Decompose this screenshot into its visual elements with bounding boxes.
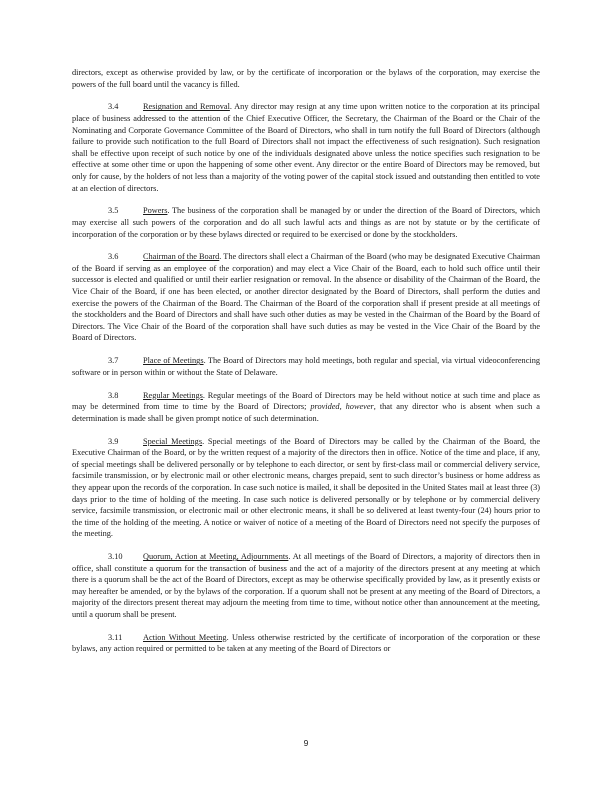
section-body: . Special meetings of the Board of Directors may be called by the Chairman of the Board, the Executive Chairman of the Board, or by the written request of a majority of the directors then in office. Notice of the time and place, if any, of special meetings shall be delivered personally or by telephone to each director, or sent by first-class mail or commercial delivery service, facsimile transmission, or by electronic mail or other electronic means, charges prepaid, sent to such director’s business or home address as they appear upon the records of the corporation. In case such notice is mailed, it shall be deposited in the United States mail at least three (3) days prior to the time of holding of the meeting. In case such notice is delivered personally or by telephone or by commercial delivery service, facsimile transmission, or electronic mail or other electronic means, it shall be so delivered at least twenty-four (24) hours prior to the time of the holding of the meeting. A notice or waiver of notice of a meeting of the Board of Directors need not specify the purposes of the meeting.: [72, 436, 540, 539]
section-3-4: [72, 101, 540, 194]
page-number: 9: [303, 738, 309, 748]
section-3-6: [72, 251, 540, 344]
section-3-10: [72, 551, 540, 621]
section-body: . The Board of Directors may hold meetings, both regular and special, via virtual videoconferencing software or in person within or without the State of Delaware.: [72, 356, 540, 377]
section-body: . Regular meetings of the Board of Directors may be held without notice at such time and place as may be determined from time to time by the Board of Directors;: [72, 390, 541, 412]
section-3-11: [72, 632, 540, 655]
section-heading: Place of Meetings: [143, 356, 204, 366]
section-heading: Regular Meetings: [143, 390, 203, 400]
section-heading: Chairman of the Board: [143, 252, 220, 262]
section-3-7: [72, 355, 540, 378]
section-body: . The business of the corporation shall be managed by or under the direction of the Board of Directors, which may exercise all such powers of the corporation and do all such lawful acts and things as are not by statute or by the certificate of incorporation of the corporation or by these bylaws directed or required to be exercised or done by the stockholders.: [72, 206, 540, 239]
section-number: 3.4: [108, 102, 119, 112]
section-body: . The directors shall elect a Chairman of the Board (who may be designated Executive Chairman of the Board if serving as an employee of the corporation) and may elect a Vice Chair of the Board, each to hold such office until their successor is elected and qualified or until their earlier resignation or removal. In the absence or disability of the Chairman of the Board, the Vice Chair of the Board, if one has been elected, or another director designated by the Board of Directors, shall perform the duties and exercise the powers of the Chairman of the Board. The Chairman of the Board of the corporation shall if present preside at all meetings of the stockholders and the Board of Directors and shall have such other duties as may be vested in the Chairman of the Board by the Board of Directors. The Vice Chair of the Board of the corporation shall have such duties as may be vested in the Vice Chair of the Board by the Board of Directors.: [72, 252, 540, 343]
section-heading: Action Without Meeting: [143, 632, 227, 642]
section-number: 3.11: [108, 632, 123, 642]
section-3-5: [72, 205, 540, 240]
intro-paragraph: directors, except as otherwise provided by law, or by the certificate of incorporation or the bylaws of the corporation, may exercise the powers of the full board until the vacancy is filled.: [72, 68, 540, 89]
section-body: . Any director may resign at any time upon written notice to the corporation at its principal place of business addressed to the attention of the Chief Executive Officer, the Secretary, the Chairman of the Board or the Chair of the Nominating and Corporate Governance Committee of the Board of Directors, who shall in turn notify the full Board of Directors (although failure to provide such notification to the full Board of Directors shall not impact the effectiveness of such resignation). Such resignation shall be effective upon receipt of such notice by one of the individuals designated above unless the notice specifies such resignation to be effective at some other time or upon the happening of some other event. Any director or the entire Board of Directors may be removed, but only for cause, by the holders of not less than a majority of the voting power of the capital stock issued and outstanding then entitled to vote at an election of directors.: [72, 102, 540, 193]
section-number: 3.6: [108, 252, 119, 262]
section-heading: Special Meetings: [143, 436, 203, 446]
section-number: 3.5: [108, 206, 119, 216]
section-heading: Powers: [143, 206, 168, 216]
section-number: 3.8: [108, 390, 119, 400]
section-3-9: [72, 436, 540, 540]
section-heading: Quorum, Action at Meeting, Adjournments: [143, 552, 289, 562]
section-3-8: [72, 390, 540, 425]
section-body-italic: provided, however: [310, 402, 374, 412]
section-body: . At all meetings of the Board of Directors, a majority of directors then in office, shall constitute a quorum for the transaction of business and the act of a majority of the directors present at any meeting at which there is a quorum shall be the act of the Board of Directors, except as may be otherwise specifically provided by law, as it presently exists or may hereafter be amended, or by the bylaws of the corporation. If a quorum shall not be present at any meeting of the Board of Directors, a majority of the directors present thereat may adjourn the meeting from time to time, without notice other than announcement at the meeting, until a quorum shall be present.: [72, 552, 541, 620]
section-heading: Resignation and Removal: [143, 102, 230, 112]
section-number: 3.9: [108, 436, 119, 446]
section-number: 3.7: [108, 356, 119, 366]
section-body: . Unless otherwise restricted by the certificate of incorporation of the corporation or these bylaws, any action required or permitted to be taken at any meeting of the Board of Directors or: [72, 632, 541, 654]
section-body-continued: , that any director who is absent when such a determination is made shall be given prompt notice of such determination.: [72, 402, 540, 423]
section-number: 3.10: [108, 552, 123, 562]
